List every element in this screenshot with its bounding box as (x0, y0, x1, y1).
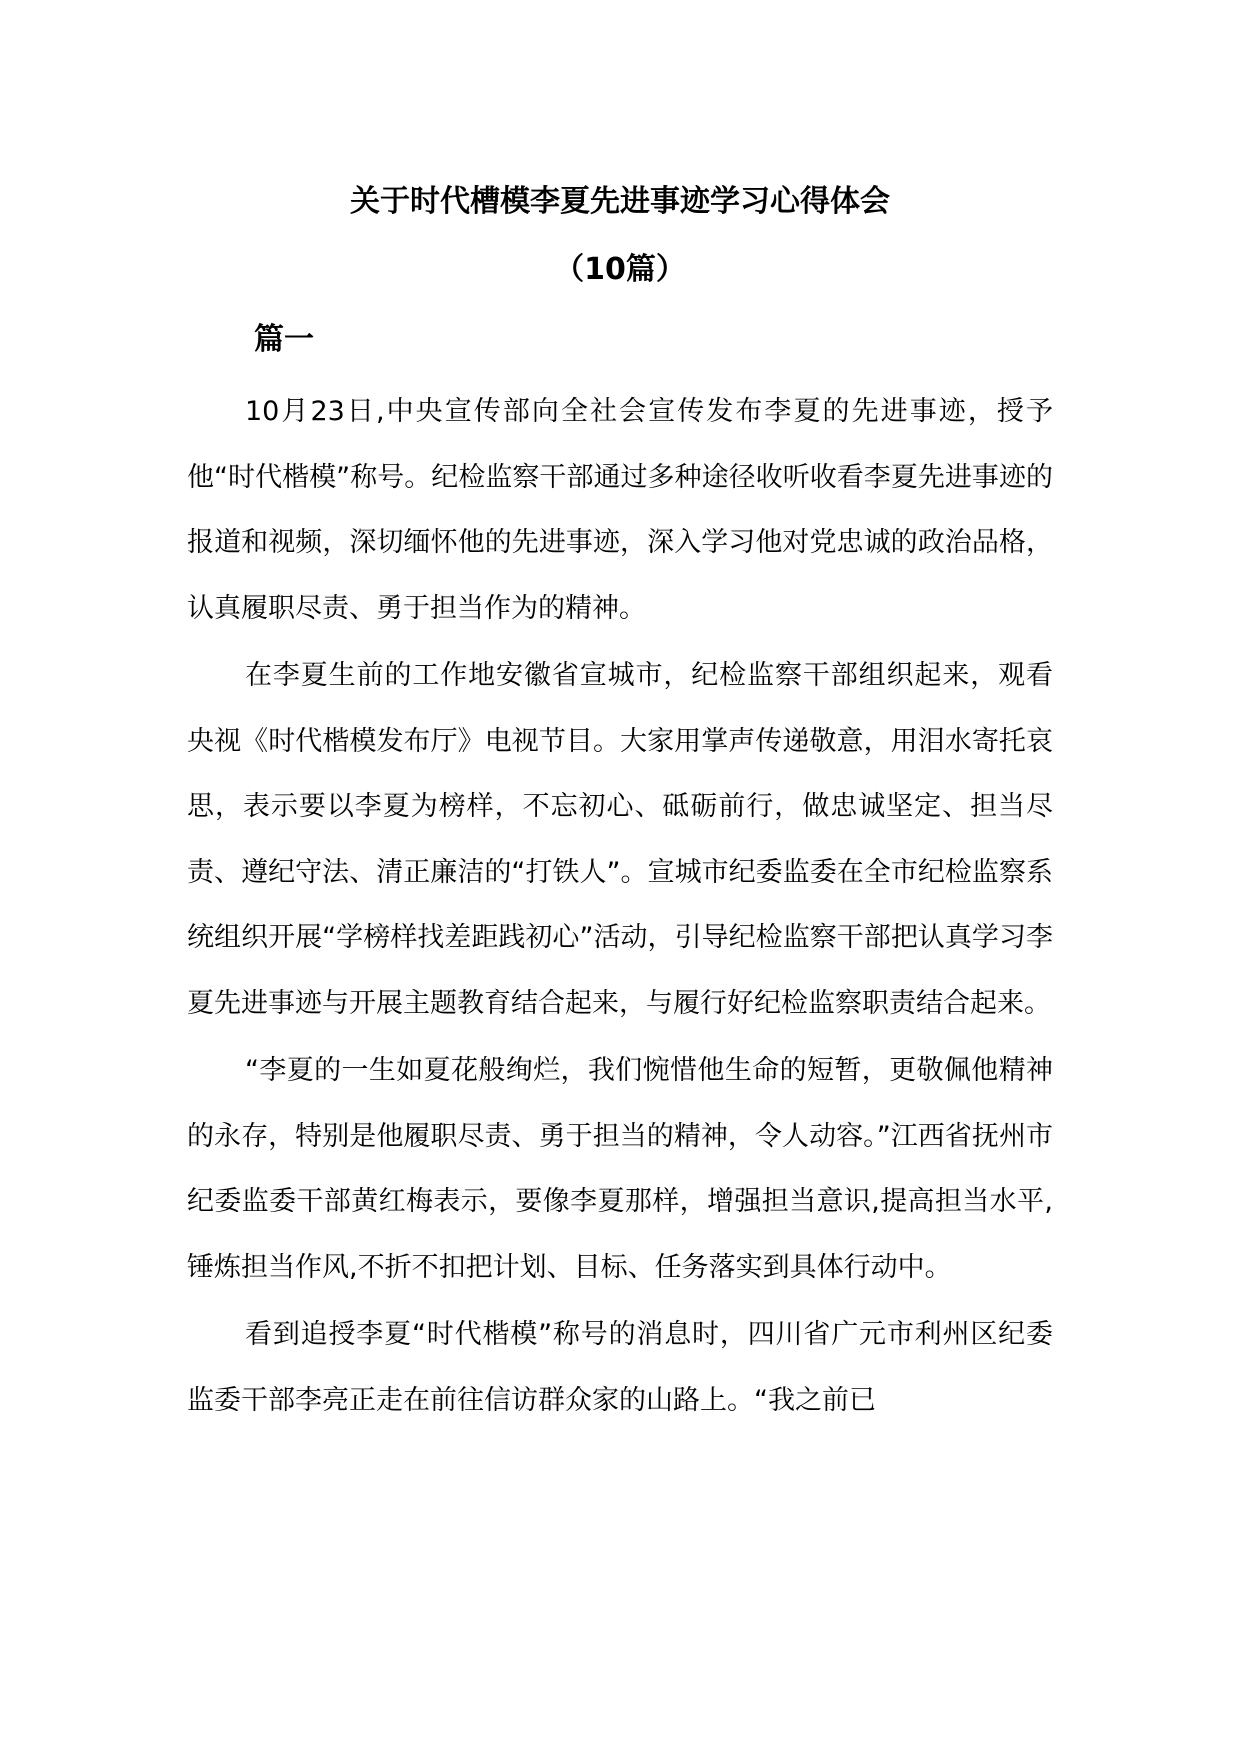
paragraph-3: “李夏的一生如夏花般绚烂，我们惋惜他生命的短暂，更敬佩他精神的永存，特别是他履职尽责、勇于担当的精神，令人动容。”江西省抚州市纪委监委干部黄红梅表示，要像李夏那样，增强担当意识,提高担当水平,锤炼担当作风,不折不扣把计划、目标、任务落实到具体行动中。 (187, 1055, 1053, 1283)
document-subtitle: （10篇） (554, 252, 686, 287)
paragraph-1: 10月23日,中央宣传部向全社会宣传发布李夏的先进事迹，授予他“时代楷模”称号。纪检监察干部通过多种途径收听收看李夏先进事迹的报道和视频，深切缅怀他的先进事迹，深入学习他对党忠诚的政治品格，认真履职尽责、勇于担当作为的精神。 (187, 396, 1053, 624)
document-title: 关于时代槽模李夏先进事迹学习心得体会 (350, 184, 890, 219)
document-body (187, 379, 1053, 1435)
paragraph-2: 在李夏生前的工作地安徽省宣城市，纪检监察干部组织起来，观看央视《时代楷模发布厅》电视节目。大家用掌声传递敬意，用泪水寄托哀思，表示要以李夏为榜样，不忘初心、砥砺前行，做忠诚坚定、担当尽责、遵纪守法、清正廉洁的“打铁人”。宣城市纪委监委在全市纪检监察系统组织开展“学榜样找差距践初心”活动，引导纪检监察干部把认真学习李夏先进事迹与开展主题教育结合起来，与履行好纪检监察职责结合起来。 (187, 660, 1053, 1019)
section-heading: 篇一 (254, 322, 314, 357)
paragraph-4: 看到追授李夏“时代楷模”称号的消息时，四川省广元市利州区纪委监委干部李亮正走在前往信访群众家的山路上。“我之前已 (187, 1319, 1053, 1416)
